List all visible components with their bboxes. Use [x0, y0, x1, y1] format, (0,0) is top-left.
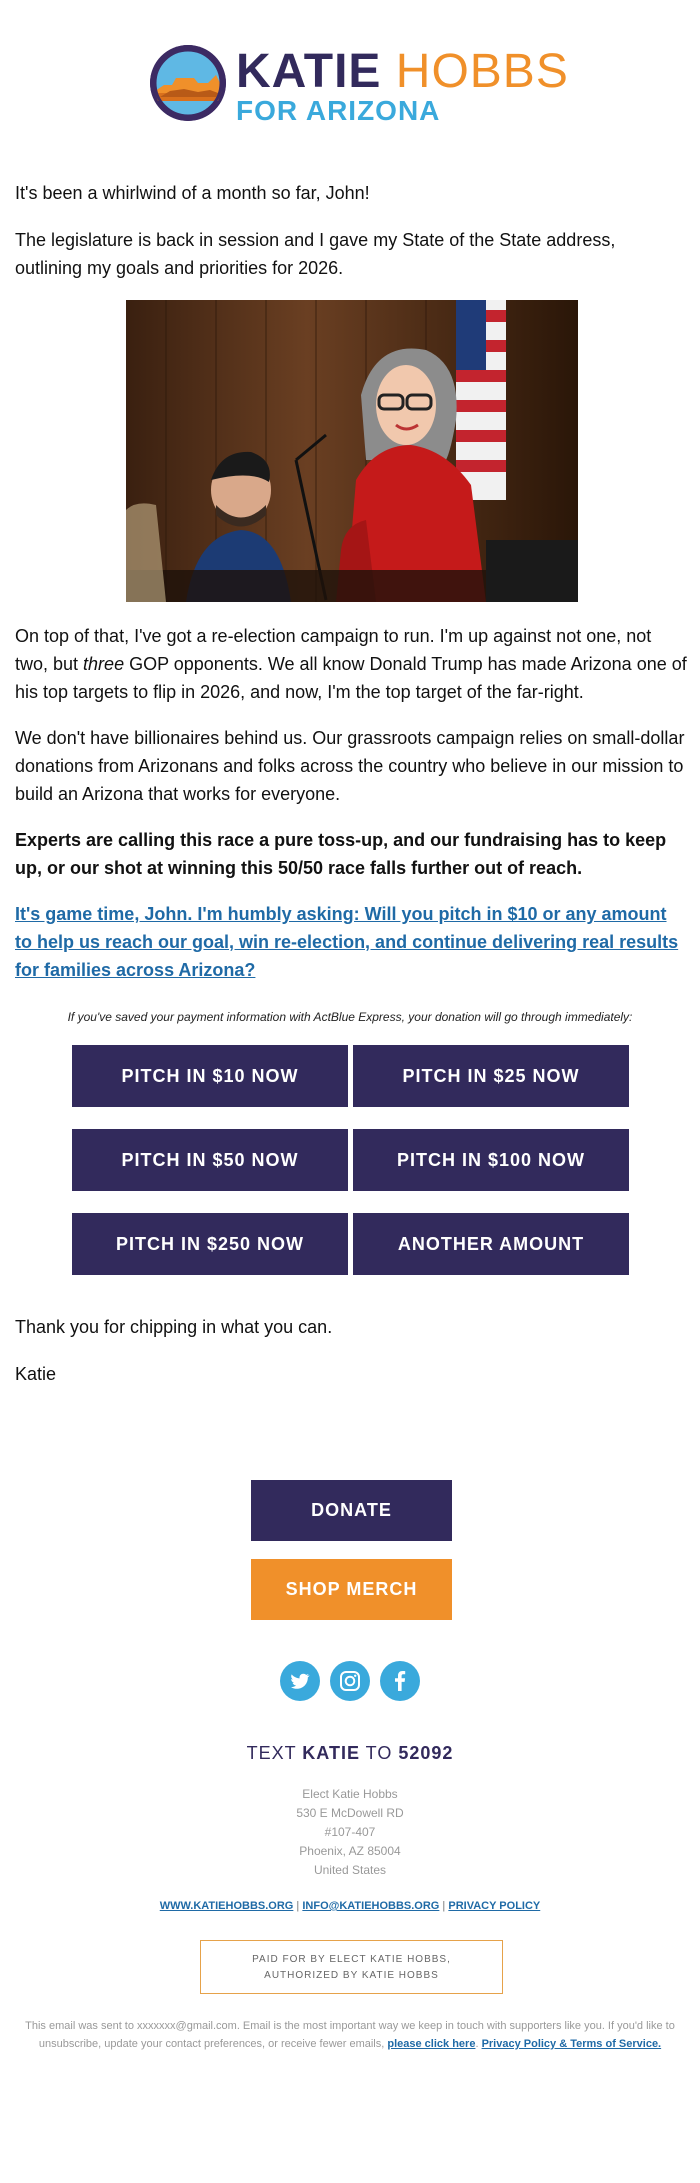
logo-subtitle: FOR ARIZONA	[236, 95, 441, 126]
footer-donate-button[interactable]: DONATE	[251, 1480, 452, 1541]
text-keyword: KATIE	[302, 1743, 360, 1763]
thank-you-text: Thank you for chipping in what you can.	[15, 1317, 333, 1337]
text-to-donate	[0, 1743, 700, 1764]
paragraph-reelection-b: GOP opponents. We all know Donald Trump has made Arizona one of his top targets to flip in 2026, and now, I'm the top target of the far-right.	[15, 654, 687, 702]
signoff-text: Katie	[15, 1364, 57, 1384]
disclaimer-text: This email was sent to xxxxxxx@gmail.com. Email is the most important way we keep in touch with supporters like you. If you'd like to unsubscribe, update your contact preferences, or receive fewer emails,	[25, 2020, 675, 2050]
footer-links: WWW.KATIEHOBBS.ORG | INFO@KATIEHOBBS.ORG | PRIVACY POLICY	[159, 1900, 541, 1912]
logo-name	[236, 47, 569, 97]
donate-10-button[interactable]: PITCH IN $10 NOW	[72, 1045, 348, 1107]
text-mid: TO	[365, 1743, 393, 1763]
paragraph-reelection-emphasis: three	[83, 654, 125, 674]
text-number: 52092	[398, 1743, 454, 1763]
text-prefix: TEXT	[246, 1743, 297, 1763]
donate-ask-link[interactable]: It's game time, John. I'm humbly asking: Will you pitch in $10 or any amount to help us reach our goal, win re-election, and continue delivering real results for families across Arizona?	[15, 904, 679, 980]
donate-100-button[interactable]: PITCH IN $100 NOW	[353, 1129, 629, 1191]
katie-hobbs-photo	[126, 300, 578, 602]
address-line-1: Elect Katie Hobbs	[302, 1787, 398, 1801]
shop-merch-button[interactable]: SHOP MERCH	[251, 1559, 452, 1620]
paid-for-line-1: PAID FOR BY ELECT KATIE HOBBS,	[252, 1954, 451, 1965]
facebook-icon[interactable]	[380, 1661, 420, 1701]
campaign-logo[interactable]	[150, 45, 569, 127]
paragraph-greeting: It's been a whirlwind of a month so far, John!	[15, 183, 370, 203]
donate-other-amount-button[interactable]: ANOTHER AMOUNT	[353, 1213, 629, 1275]
paragraph-reelection-a: On top of that, I've got a re-election campaign to run. I'm up against not one, not two, but	[15, 626, 652, 674]
actblue-note: If you've saved your payment information with ActBlue Express, your donation will go through immediately:	[67, 1010, 633, 1024]
website-link[interactable]: WWW.KATIEHOBBS.ORG	[159, 1900, 294, 1912]
email-link[interactable]: INFO@KATIEHOBBS.ORG	[302, 1900, 440, 1912]
terms-link[interactable]: Privacy Policy & Terms of Service.	[481, 2038, 662, 2050]
donate-25-button[interactable]: PITCH IN $25 NOW	[353, 1045, 629, 1107]
address-line-3: #107-407	[324, 1825, 376, 1839]
address-line-2: 530 E McDowell RD	[296, 1806, 404, 1820]
logo-first-name: KATIE	[236, 45, 382, 98]
footer-disclaimer: This email was sent to xxxxxxx@gmail.com. Email is the most important way we keep in touch with supporters like you. If you'd like to unsubscribe, update your contact preferences, or receive fewer emails, please click here. Privacy Policy & Terms of Service.	[25, 2020, 675, 2050]
paid-for-line-2: AUTHORIZED BY KATIE HOBBS	[264, 1970, 439, 1981]
paid-for-disclaimer	[200, 1940, 503, 1994]
paragraph-reelection	[15, 622, 687, 706]
address-line-4: Phoenix, AZ 85004	[299, 1844, 401, 1858]
privacy-policy-link[interactable]: PRIVACY POLICY	[448, 1900, 541, 1912]
address-line-5: United States	[313, 1863, 387, 1877]
donate-250-button[interactable]: PITCH IN $250 NOW	[72, 1213, 348, 1275]
arizona-mountain-icon	[150, 45, 226, 121]
unsubscribe-link[interactable]: please click here	[387, 2038, 476, 2050]
donate-50-button[interactable]: PITCH IN $50 NOW	[72, 1129, 348, 1191]
paragraph-legislature: The legislature is back in session and I gave my State of the State address, outlining my goals and priorities for 2026.	[15, 230, 616, 278]
logo-last-name: HOBBS	[395, 45, 569, 98]
twitter-icon[interactable]	[280, 1661, 320, 1701]
paragraph-grassroots: We don't have billionaires behind us. Our grassroots campaign relies on small-dollar donations from Arizonans and folks across the country who believe in our mission to build an Arizona that works for everyone.	[15, 728, 685, 804]
instagram-icon[interactable]	[330, 1661, 370, 1701]
paragraph-tossup: Experts are calling this race a pure toss-up, and our fundraising has to keep up, or our shot at winning this 50/50 race falls further out of reach.	[15, 830, 667, 878]
